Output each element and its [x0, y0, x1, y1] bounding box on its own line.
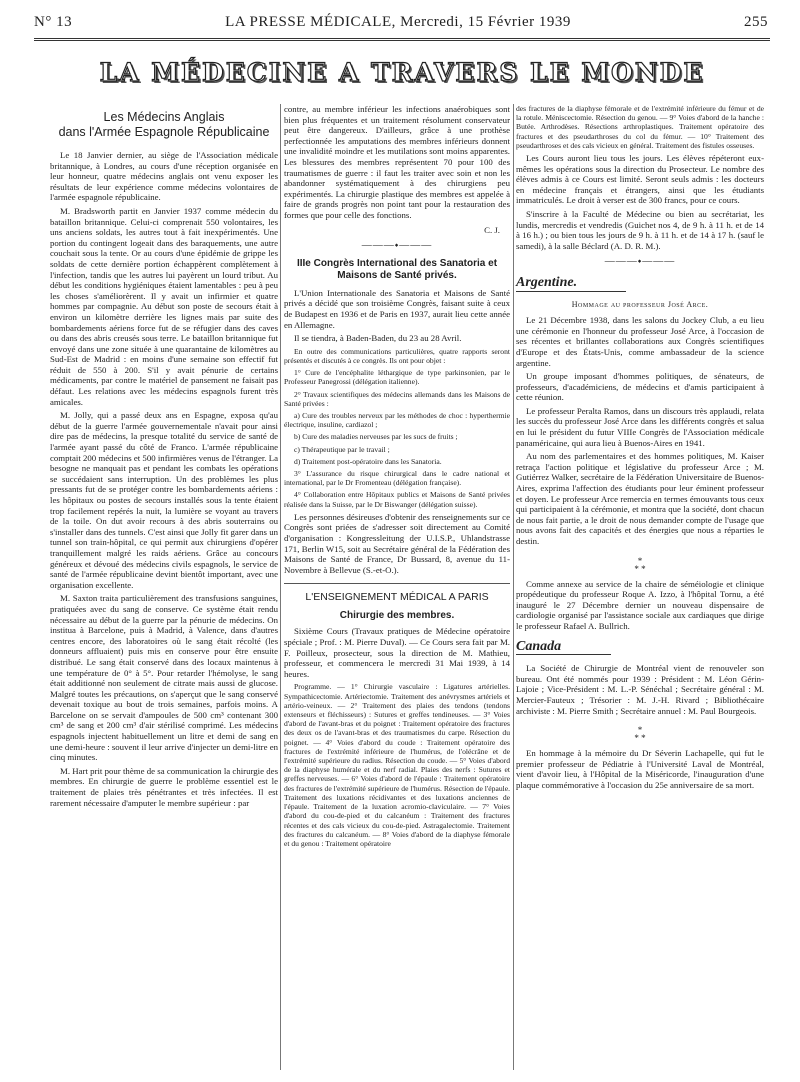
list-item: 4° Collaboration entre Hôpitaux publics et Maisons de Santé privées réalisée dans la Suisse, par le Dr Biswanger (délégation suisse).	[284, 490, 510, 509]
paragraph: M. Hart prit pour thème de sa communication la chirurgie des membres. En chirurgie de guerre le problème essentiel est le traitement de plaies très pénétrantes et très infectées. Il est rarement nécessaire d'amputer le membre supérieur : par	[50, 765, 278, 808]
paragraph: Comme annexe au service de la chaire de séméiologie et clinique propédeutique du professeur Roque A. Izzo, à l'hôpital Tornu, a été inauguré le 27 Décembre dernier un nouveau dispensaire de cardiologie organisé par l'assistance sociale aux cardiaques que dirige le professeur Rafael A. Bullrich.	[516, 578, 764, 631]
section-banner: LA MÉDECINE A TRAVERS LE MONDE	[99, 58, 705, 87]
list-item: b) Cure des maladies nerveuses par les sucs de fruits ;	[294, 432, 458, 442]
list-item: En outre des communications particulières, quatre rapports seront présentés et discutés à ce congrès. Ils ont pour objet :	[284, 346, 510, 365]
list-item: 1° Cure de l'encéphalite léthargique de type parkinsonien, par le Professeur Panegrossi (délégation italienne).	[284, 368, 510, 387]
paragraph: M. Jolly, qui a passé deux ans en Espagne, exposa qu'au début de la guerre l'armée gouvernementale n'avait pour ainsi dire pas de médecins, la presque totalité du service de santé de l'armée ayant passé du côté de Franco. L'armée républicaine comptait 200 médecins et 500 infirmières venus de l'étranger. La besogne ne manquait pas et pendant les combats les opérations se succédaient sans interruption. Un des problèmes les plus pressants fut de se protéger contre les bombardements aériens : les hôpitaux ou postes de secours installés sous la tente étaient trop facilement repérés la nuit, la lumière se voyant au travers de la toile. On dut avoir recours à des abris souterrains ou s'installer dans des tunnels. C'est ainsi que Jolly fit garer dans un tunnel son train-hôpital, ce qui permit aux chirurgiens d'opérer tranquillement malgré les raids aériens. Grâce au concours généreux et dévoué des médecins civils espagnols, le service de santé de l'armée républicaine devint bientôt important, avec une organisation excellente.	[50, 410, 278, 590]
section-ornament: ———⬩———	[604, 256, 676, 268]
article-title-line: Les Médecins Anglais	[103, 110, 225, 124]
list-item: 2° Travaux scientifiques des médecins allemands dans les Maisons de Santé privées :	[284, 389, 510, 408]
section-ornament: ———⬩———	[361, 240, 433, 252]
list-item: 3° L'assurance du risque chirurgical dans le cadre national et international, par le Dr Fromenteau (délégation française).	[284, 468, 510, 488]
column-divider	[513, 104, 514, 1070]
column-right	[516, 104, 764, 794]
signature: C. J.	[484, 224, 500, 235]
paragraph: M. Saxton traita particulièrement des transfusions sanguines, pratiquées avec du sang de conserve. Ce système était rendu nécessaire au début de la guerre par la pénurie de médecins. On institua à Barcelone, puis à Madrid, à Valence, dans d'autres centres encore, des laboratoires où le sang était récolté (les donneurs affluaient) puis mis en conserve pour être ensuite distribué. Le sang était conservé dans des locaux maintenus à une température de 0° à 5°. Pour retarder l'hémolyse, le sang était additionné non seulement de citrate mais aussi de glucose. Malgré toutes les précautions, on s'aperçut que le sang conservé devenait toxique au bout de trois semaines, parfois moins. A Barcelone on se servait d'ampoules de 500 cm³ contenant 300 cm³ de sang et 200 cm³ d'air stérilisé comprimé. Les médecins espagnols injectent habituellement un litre et demi de sang en une demi-heure : souvent il leur arrive d'injecter un demi-litre en cinq minutes.	[50, 593, 278, 763]
paragraph: S'inscrire à la Faculté de Médecine ou bien au secrétariat, les lundis, mercredis et vendredis (Guichet nos 4, de 9 h. à 11 h. et de 14 à 16 h.) ; ou bien tous les jours de 9 h. à 11 h. et de 14 à 17 h. (sauf le samedi), à la salle Béclard (A. D. R. M.).	[516, 208, 764, 251]
paragraph: contre, au membre inférieur les infections anaérobiques sont bien plus fréquentes et un traitement résolument conservateur peut être dangereux. D'ailleurs, grâce à une prothèse perfectionnée les amputations des membres inférieurs donnent une invalidité moindre et les mutilations sont moins apparentes. Les blessures des membres représentent 70 pour 100 des traumatismes de guerre : il faut les traiter avec soin et non les abandonner systématiquement à des chirurgiens peu expérimentés. La chirurgie plastique des membres est appelée à faire de grands progrès non point tant pour la restauration des formes que pour celle des fonctions.	[284, 104, 510, 220]
paragraph: Le 21 Décembre 1938, dans les salons du Jockey Club, a eu lieu une cérémonie en l'honneur du professeur José Arce, à l'occasion de ses récentes et brillantes collaborations aux Congrès scientifiques d'Europe et des États-Unis, comme ambassadeur de la science argentine.	[516, 315, 764, 368]
paragraph: Un groupe imposant d'hommes politiques, de sénateurs, de professeurs, d'académiciens, de médecins et d'amis participaient à cette réunion.	[516, 371, 764, 403]
header-rule	[34, 38, 770, 39]
column-divider	[280, 104, 281, 1070]
paragraph: La Société de Chirurgie de Montréal vient de renouveler son bureau. Ont été nommés pour 1939 : Président : M. Léon Gérin-Lajoie ; Vice-Président : M. L.-P. Sénéchal ; Secrétaire général : M. Mercier-Fauteux ; Trésorier : M. J.-H. Rivard ; Bibliothécaire archiviste : M. Pierre Smith ; Secrétaire annuel : M. Paul Bourgeois.	[516, 663, 764, 716]
paragraph: Les personnes désireuses d'obtenir des renseignements sur ce Congrès sont priées de s'adresser soit directement au Comité d'organisation : Kongressleitung der U.I.S.P., Uhlandstrasse 171, Berlin W15, soit au Secrétaire général de la Fédération des Maisons de Santé de France, Dr Bussard, 8, avenue du 11-Novembre à Bellevue (S.-et-O.).	[284, 511, 510, 575]
article-title-line: dans l'Armée Espagnole Républicaine	[58, 125, 270, 139]
asterism-ornament: * * *	[634, 725, 646, 744]
header-rule-double	[34, 40, 770, 41]
paragraph: L'Union Internationale des Sanatoria et Maisons de Santé privés a décidé que son troisième Congrès, faisant suite à ceux de Budapest en 1936 et de Paris en 1937, aurait lieu cette année en Allemagne.	[284, 287, 510, 330]
journal-title: LA PRESSE MÉDICALE, Mercredi, 15 Février 1939	[225, 14, 571, 30]
column-middle	[284, 104, 510, 851]
country-heading-argentine: Argentine.	[516, 278, 626, 292]
report-list	[284, 347, 510, 509]
paragraph: Le professeur Peralta Ramos, dans un discours très applaudi, relata les succès du professeur José Arce dans les différents congrès et salua en lui le président du futur VIIIe Congrès de l'Association médicale panaméricaine, qui aura lieu à Buenos-Aires en 1941.	[516, 405, 764, 448]
paragraph: Au nom des parlementaires et des hommes politiques, M. Kaiser retraça l'action politique et législative du professeur Arce ; M. Gutiérrez Walker, secrétaire de la Fédération Universitaire de Buenos-Aires, exprima l'affection des étudiants pour leur éminent professeur et doyen. Le professeur Arce remercia en termes émouvants tous ceux qui participaient à la cérémonie, et montra que la société, dont chacun de nous fait partie, a le droit de nous demander compte de l'usage que nous avons fait des capacités et des énergies que nous a réparties le destin.	[516, 451, 764, 547]
paragraph: Sixième Cours (Travaux pratiques de Médecine opératoire spéciale ; Prof. : M. Pierre Duval). — Ce Cours sera fait par M. F. Poilleux, prosecteur, sous la direction de M. Mathieu, professeur, et commencera le mercredi 31 Mai 1939, à 14 heures.	[284, 626, 510, 679]
running-header	[28, 8, 768, 32]
paragraph: Les Cours auront lieu tous les jours. Les élèves répéteront eux-mêmes les opérations sous la direction du Prosecteur. Le nombre des élèves admis à ce Cours est limité. Seront seuls admis : les docteurs en médecine français et étrangers, ainsi que les étudiants immatriculés. Le droit à verser est de 300 francs, pour ce cours.	[516, 153, 764, 206]
paragraph: Il se tiendra, à Baden-Baden, du 23 au 28 Avril.	[294, 333, 462, 344]
section-title: L'ENSEIGNEMENT MÉDICAL A PARIS	[284, 583, 510, 603]
article-title	[50, 110, 278, 140]
paragraph: Le 18 Janvier dernier, au siège de l'Association médicale britannique, à Londres, au cours d'une réception organisée en leur honneur, quatre médecins anglais ont venu exposer les résultats de leur expérience comme médecins volontaires de l'armée espagnole républicaine.	[50, 150, 278, 203]
issue-number: N° 13	[34, 14, 73, 30]
section-title: IIIe Congrès International des Sanatoria et Maisons de Santé privés.	[296, 257, 498, 281]
paragraph: M. Bradsworth partit en Janvier 1937 comme médecin du bataillon britannique. Celui-ci comprenait 550 volontaires, les uns anciens soldats, les autres tout à fait inexpérimentés. Une portion du contingent logeait dans des baraquements, une autre couchait sous la tente. Or au cours d'une épidémie de grippe les soldats de cette dernière portion échappèrent complètement à l'infection, tandis que les autres lui payèrent un lourd tribut. Au début les conditions hygiéniques étaient lamentables : peu à peu les choses s'améliorèrent. Il y avait un infirmier et quatre hommes par compagnie. Au début son poste de secours était à environ un kilomètre derrière les lignes mais par suite des bombardements aériens force fut de se réfugier dans des caves ou dans des abris creusés sous terre. Le bataillon britannique fut envoyé dans une zone située à une quarantaine de kilomètres au Sud-Est de Madrid : en moins d'une semaine son effectif fut réduit de 550 à 200. S'il y avait pénurie de certains médicaments, par contre le matériel de pansement ne faisait pas défaut. Les relations avec les médecins espagnols furent très amicales.	[50, 205, 278, 407]
subsection-title: Chirurgie des membres.	[339, 609, 455, 621]
column-left	[50, 104, 278, 811]
list-item: d) Traitement post-opératoire dans les Sanatoria.	[294, 456, 442, 466]
list-item: a) Cure des troubles nerveux par les méthodes de choc : hyperthermie électrique, insuline, cardiazol ;	[284, 410, 510, 430]
asterism-ornament: * * *	[634, 555, 646, 574]
programme-continued: des fractures de la diaphyse fémorale et de l'extrémité inférieure du fémur et de la rotule. Méniscectomie. Résection du genou. — 9° Voies d'abord de la hanche : Butée. Arthrodèses. Résections arthroplastiques. Traitement opératoire des fractures et des pseudarthroses du col du fémur. — 10° Traitement des pseudarthroses et des cals vicieux en général. Traitement des fistules osseuses.	[516, 104, 764, 150]
list-item: c) Thérapeutique par le travail ;	[294, 444, 390, 454]
country-heading-canada: Canada	[516, 642, 611, 656]
paragraph: En hommage à la mémoire du Dr Séverin Lachapelle, qui fut le premier professeur de Pédiatrie à l'Université Laval de Montréal, vient d'avoir lieu, à l'Hôpital de la Miséricorde, l'inauguration d'une plaque commémorative à l'occasion du 25e anniversaire de sa mort.	[516, 748, 764, 790]
programme: Programme. — 1° Chirurgie vasculaire : Ligatures artérielles. Sympathicectomie. Artériectomie. Traitement des anévrysmes artériels et artério-veineux. — 2° Traitement des plaies des tendons (tendons extenseurs et fléchisseurs) : Sutures et greffes tendineuses. — 3° Voies d'abord de l'avant-bras et du poignet : Traitement opératoire des fractures des deux os de l'avant-bras et des traumatismes du carpe. Résection du poignet. — 4° Voies d'abord du coude : Traitement opératoire des fractures de l'extrémité inférieure de l'humérus, de l'olécrâne et de l'extrémité supérieure du radius. Résection du coude. — 5° Voies d'abord de la diaphyse humérale et du nerf radial. Plaies des nerfs : Sutures et greffes nerveuses. — 6° Voies d'abord de l'épaule : Traitement opératoire des fractures de l'extrémité supérieure de l'humérus. Résection de l'épaule. Traitement des luxations récidivantes et des luxations anciennes de l'épaule. Traitement de la luxation acromio-claviculaire. — 7° Voies d'abord du cou-de-pied et du calcanéum : Traitement des fractures récentes et des cals vicieux du cou-de-pied. Astragalectomie. Traitement des fractures du calcanéum. — 8° Voies d'abord de la diaphyse fémorale et du genou : Traitement opératoire	[284, 682, 510, 848]
page-number: 255	[744, 14, 768, 30]
subsection-title: Hommage au professeur José Arce.	[571, 299, 709, 309]
